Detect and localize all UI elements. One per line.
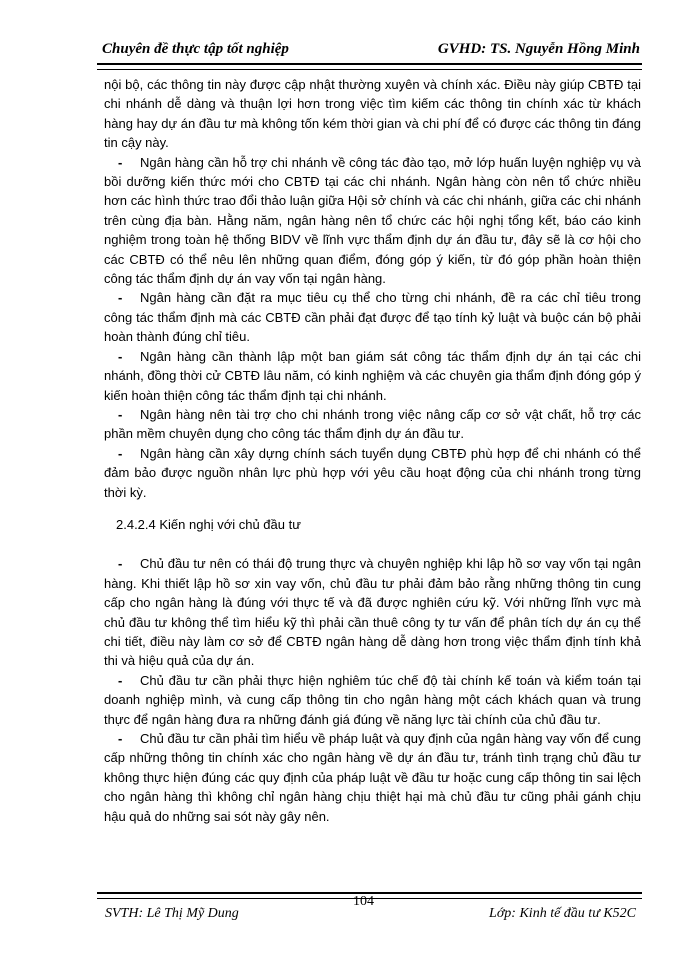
paragraph [104,405,641,444]
bullet-dash: - [118,556,123,572]
paragraph [104,288,641,346]
bullet-dash: - [118,290,123,306]
bullet-dash: - [118,348,123,364]
header-supervisor: GVHD: TS. Nguyễn Hồng Minh [437,41,640,57]
paragraph-group-bottom [104,554,641,826]
document-body [104,75,641,826]
paragraph [104,153,641,289]
paragraph-text: Chủ đầu tư cần phải tìm hiểu về pháp luật và quy định của ngân hàng vay vốn để cung cấp những thông tin chính xác cho ngân hàng về dự án đầu tư, tránh tình trạng chủ đầu tư không thực hiện đúng các quy định của pháp luật về đầu tư hoặc cung cấp thông tin sai lệch cho ngân hàng thì không chỉ ngân hàng chịu thiệt hại mà chủ đầu tư cũng phải gánh chịu hậu quả do những sai sót này gây nên. [104,731,641,824]
paragraph [104,75,641,153]
paragraph [104,671,641,729]
footer-student: SVTH: Lê Thị Mỹ Dung [105,906,239,921]
paragraph-text: Ngân hàng cần thành lập một ban giám sát công tác thẩm định dự án tại các chi nhánh, đồng thời cử CBTĐ lâu năm, có kinh nghiệm và các chuyên gia thẩm định đóng góp ý kiến hoàn thiện công tác thẩm định tại chi nhánh. [104,348,641,403]
header-document-title: Chuyên đề thực tập tốt nghiệp [102,41,289,57]
paragraph-text: Chủ đầu tư cần phải thực hiện nghiêm túc chế độ tài chính kế toán và kiểm toán tại doanh nghiệp mình, và cung cấp thông tin cho ngân hàng một cách khách quan và trung thực để ngân hàng đưa ra những đánh giá đúng về năng lực tài chính của chủ đầu tư. [104,672,641,727]
paragraph [104,444,641,502]
paragraph-text: Ngân hàng cần xây dựng chính sách tuyển dụng CBTĐ phù hợp để chi nhánh có thể đảm bảo được nguồn nhân lực phù hợp với yêu cầu hoạt động của chi nhánh trong từng thời kỳ. [104,445,641,500]
bullet-dash: - [118,406,123,422]
page-footer [97,904,642,924]
bullet-dash: - [118,672,123,688]
page-number: 104 [353,894,374,909]
bullet-dash: - [118,731,123,746]
footer-class: Lớp: Kinh tế đầu tư K52C [489,906,636,921]
header-rule [97,63,642,70]
paragraph-text: nội bộ, các thông tin này được cập nhật thường xuyên và chính xác. Điều này giúp CBTĐ tại chi nhánh dễ dàng và thuận lợi hơn trong việc tìm kiếm các thông tin chính xác từ khách hàng hay dự án đầu tư mà không tốn kém thời gian và chi phí để có được các thông tin đáng tin cậy này. [104,77,641,151]
paragraph-text: Ngân hàng cần hỗ trợ chi nhánh về công tác đào tạo, mở lớp huấn luyện nghiệp vụ và bồi dưỡng kiến thức mới cho CBTĐ tại các chi nhánh. Ngân hàng còn nên tổ chức nhiều hơn các hình thức trao đổi thảo luận giữa Hội sở chính và các chi nhánh, giữa các chi nhánh trên cùng địa bàn. Hằng năm, ngân hàng nên tổ chức các hội nghị tổng kết, báo cáo kinh nghiệm trong toàn hệ thống BIDV về lĩnh vực thẩm định dự án đầu tư, đây sẽ là cơ hội cho các CBTĐ có thể nêu lên những quan điểm, đóng góp ý kiến, từ đó góp phần hoàn thiện công tác thẩm định dự án vay vốn tại ngân hàng. [104,154,641,287]
paragraph [104,729,641,826]
paragraph-group-top [104,75,641,502]
paragraph [104,347,641,405]
paragraph-text: Ngân hàng nên tài trợ cho chi nhánh trong việc nâng cấp cơ sở vật chất, hỗ trợ các phần mềm chuyên dụng cho công tác thẩm định dự án đầu tư. [104,406,641,442]
bullet-dash: - [118,154,123,170]
paragraph-text: Ngân hàng cần đặt ra mục tiêu cụ thể cho từng chi nhánh, đề ra các chỉ tiêu trong công tác thẩm định mà các CBTĐ cần phải đạt được để tạo tính kỷ luật và buộc cán bộ phải hoàn thành đúng chỉ tiêu. [104,290,641,345]
bullet-dash: - [118,445,123,461]
paragraph-text: Chủ đầu tư nên có thái độ trung thực và chuyên nghiệp khi lập hồ sơ vay vốn tại ngân hàng. Khi thiết lập hồ sơ xin vay vốn, chủ đầu tư phải đảm bảo rằng những thông tin cung cấp cho ngân hàng là đúng với thực tế và đã được nghiên cứu kỹ. Với những lĩnh vực mà chủ đầu tư không thể tìm hiểu kỹ thì phải cần thuê công ty tư vấn để phân tích dự án cụ thể chi tiết, điều này làm cơ sở để CBTĐ ngân hàng dễ dàng hơn trong việc thẩm định tính khả thi và hiệu quả của dự án. [104,556,641,669]
page-header [97,40,642,64]
paragraph [104,554,641,670]
section-heading: 2.4.2.4 Kiến nghị với chủ đầu tư [116,516,301,532]
